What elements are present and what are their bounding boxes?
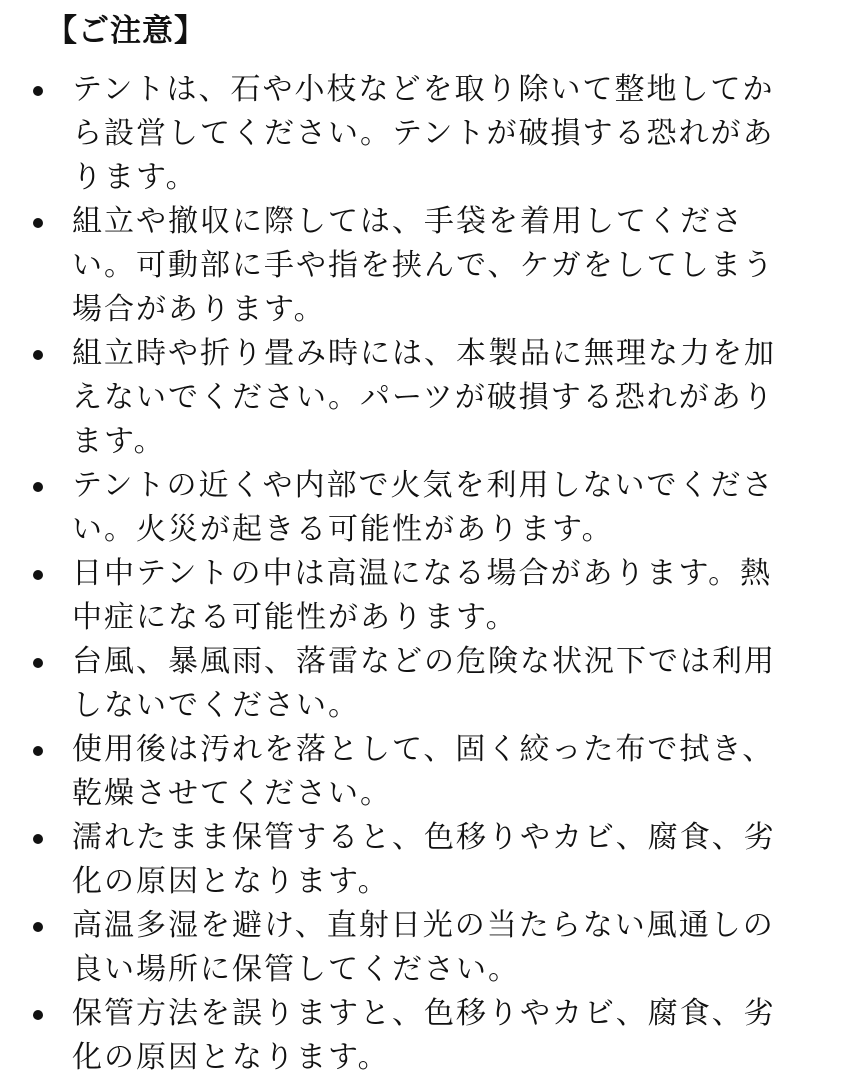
notice-item-line: 中症になる可能性があります。 (72, 600, 518, 635)
notice-item-line: 化の原因となります。 (72, 1040, 390, 1075)
notice-item (0, 200, 862, 332)
notice-item-line: ります。 (72, 160, 198, 195)
bullet-icon (33, 570, 43, 580)
notice-item-line: 乾燥させてください。 (72, 776, 392, 811)
notice-item (0, 728, 862, 816)
notice-item-line: い。可動部に手や指を挟んで、ケガをしてしまう (72, 248, 775, 283)
notice-item-line: 濡れたまま保管すると、色移りやカビ、腐食、劣 (72, 820, 776, 855)
notice-item (0, 68, 862, 200)
bullet-icon (33, 482, 43, 492)
notice-item-line: しないでください。 (72, 688, 360, 723)
notice-item (0, 332, 862, 464)
notice-item-line: 使用後は汚れを落として、固く絞った布で拭き、 (72, 732, 775, 767)
notice-item (0, 640, 862, 728)
notice-item-line: 化の原因となります。 (72, 864, 390, 899)
notice-item-line: テントは、石や小枝などを取り除いて整地してか (72, 72, 775, 107)
notice-item-line: 組立や撤収に際しては、手袋を着用してくださ (72, 204, 744, 239)
notice-list (0, 68, 862, 1080)
notice-item (0, 904, 862, 992)
notice-item-line: 台風、暴風雨、落雷などの危険な状況下では利用 (72, 644, 776, 679)
notice-item (0, 816, 862, 904)
bullet-icon (33, 834, 43, 844)
notice-item-line: ら設営してください。テントが破損する恐れがあ (72, 116, 775, 151)
notice-item-line: 場合があります。 (72, 292, 326, 327)
notice-item-line: 日中テントの中は高温になる場合があります。熱 (72, 556, 773, 591)
notice-item-line: テントの近くや内部で火気を利用しないでくださ (72, 468, 775, 503)
bullet-icon (33, 350, 43, 360)
notice-item-line: えないでください。パーツが破損する恐れがあり (72, 380, 775, 415)
bullet-icon (33, 658, 43, 668)
notice-item-line: 組立時や折り畳み時には、本製品に無理な力を加 (72, 336, 776, 371)
notice-item (0, 992, 862, 1080)
notice-item (0, 552, 862, 640)
notice-title: 【ご注意】 (46, 13, 206, 49)
notice-item-line: い。火災が起きる可能性があります。 (72, 512, 614, 547)
notice-item-line: 高温多湿を避け、直射日光の当たらない風通しの (72, 908, 775, 943)
notice-item-line: 保管方法を誤りますと、色移りやカビ、腐食、劣 (72, 996, 776, 1031)
notice-item-line: 良い場所に保管してください。 (72, 952, 520, 987)
bullet-icon (33, 746, 43, 756)
bullet-icon (33, 1010, 43, 1020)
bullet-icon (33, 218, 43, 228)
notice-item (0, 464, 862, 552)
bullet-icon (33, 922, 43, 932)
notice-item-line: ます。 (72, 424, 166, 459)
bullet-icon (33, 86, 43, 96)
